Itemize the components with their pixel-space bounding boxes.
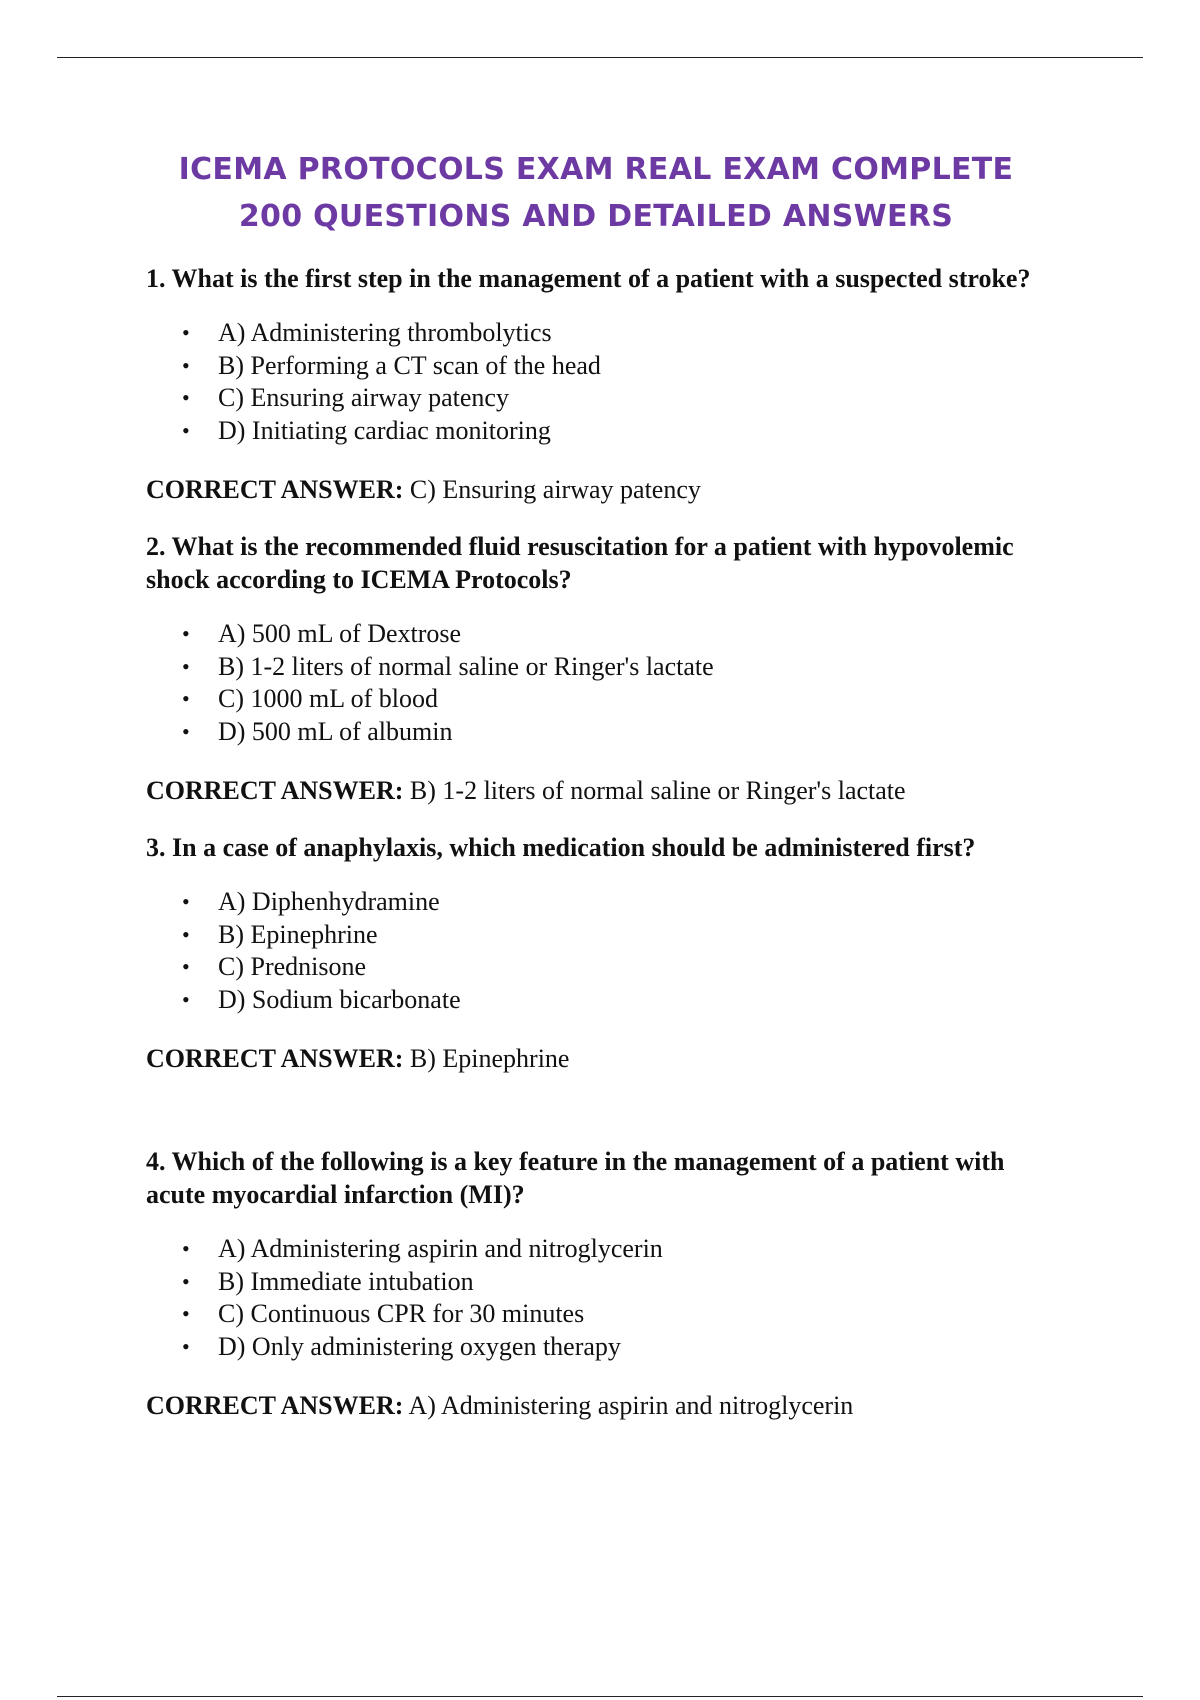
bottom-rule	[57, 1696, 1143, 1697]
option-text: B) 1-2 liters of normal saline or Ringer's lactate	[218, 651, 714, 681]
question-text: 2. What is the recommended fluid resuscitation for a patient with hypovolemic shock according to ICEMA Protocols?	[146, 532, 1014, 594]
bullet-icon: •	[182, 1268, 190, 1294]
option-item	[146, 317, 1046, 350]
option-item	[146, 651, 1046, 684]
option-item	[146, 683, 1046, 716]
answer-text: B) 1-2 liters of normal saline or Ringer's lactate	[409, 776, 906, 805]
top-rule	[57, 57, 1143, 58]
option-list	[146, 1233, 1046, 1363]
option-item	[146, 951, 1046, 984]
option-text: C) Prednisone	[218, 952, 367, 981]
answer-label: CORRECT ANSWER:	[146, 776, 404, 805]
bullet-icon: •	[182, 889, 190, 914]
answer-label: CORRECT ANSWER:	[146, 1044, 404, 1073]
question-text: 1. What is the first step in the management of a patient with a suspected stroke?	[146, 264, 1031, 293]
option-text: A) 500 mL of Dextrose	[218, 619, 462, 648]
correct-answer	[146, 1042, 1046, 1075]
bullet-icon: •	[182, 320, 190, 345]
answer-text: C) Ensuring airway patency	[409, 475, 701, 504]
option-item	[146, 1298, 1046, 1331]
correct-answer	[146, 774, 1046, 807]
option-item	[146, 1331, 1046, 1364]
bullet-icon: •	[182, 385, 190, 410]
option-text: B) Immediate intubation	[218, 1266, 474, 1296]
question-text: 3. In a case of anaphylaxis, which medication should be administered first?	[146, 833, 976, 862]
correct-answer	[146, 473, 1046, 506]
option-text: A) Administering aspirin and nitroglycerin	[218, 1234, 663, 1263]
bullet-icon: •	[182, 417, 190, 443]
option-text: C) 1000 mL of blood	[218, 684, 439, 713]
option-text: B) Performing a CT scan of the head	[218, 350, 601, 380]
bullet-icon: •	[182, 954, 190, 979]
option-item	[146, 415, 1046, 448]
option-item	[146, 886, 1046, 919]
correct-answer	[146, 1389, 1046, 1422]
option-list	[146, 317, 1046, 447]
title-line-2: 200 QUESTIONS AND DETAILED ANSWERS	[238, 199, 954, 234]
option-item	[146, 716, 1046, 749]
bullet-icon: •	[182, 718, 190, 744]
title-line-1: ICEMA PROTOCOLS EXAM REAL EXAM COMPLETE	[178, 152, 1014, 187]
option-item	[146, 618, 1046, 651]
answer-text: B) Epinephrine	[409, 1044, 570, 1073]
answer-text: A) Administering aspirin and nitroglycerin	[408, 1391, 854, 1420]
option-text: D) Only administering oxygen therapy	[218, 1331, 621, 1361]
option-text: C) Ensuring airway patency	[218, 383, 509, 412]
option-text: C) Continuous CPR for 30 minutes	[218, 1299, 585, 1328]
option-text: D) 500 mL of albumin	[218, 716, 453, 746]
bullet-icon: •	[182, 653, 190, 679]
bullet-icon: •	[182, 986, 190, 1012]
option-item	[146, 984, 1046, 1017]
bullet-icon: •	[182, 1236, 190, 1261]
option-item	[146, 919, 1046, 952]
document-title	[136, 146, 1056, 240]
option-text: B) Epinephrine	[218, 919, 378, 949]
option-text: D) Sodium bicarbonate	[218, 984, 461, 1014]
option-item	[146, 350, 1046, 383]
bullet-icon: •	[182, 1301, 190, 1326]
option-list	[146, 886, 1046, 1016]
bullet-icon: •	[182, 621, 190, 646]
question-text: 4. Which of the following is a key feature in the management of a patient with acute myocardial infarction (MI)?	[146, 1147, 1005, 1209]
question-block-3	[146, 831, 1046, 1075]
option-text: A) Diphenhydramine	[218, 887, 440, 916]
option-text: D) Initiating cardiac monitoring	[218, 415, 551, 445]
page-content	[146, 146, 1046, 1446]
question-block-2	[146, 530, 1046, 807]
option-list	[146, 618, 1046, 748]
bullet-icon: •	[182, 686, 190, 711]
answer-label: CORRECT ANSWER:	[146, 1391, 404, 1420]
bullet-icon: •	[182, 1333, 190, 1359]
option-item	[146, 382, 1046, 415]
bullet-icon: •	[182, 352, 190, 378]
answer-label: CORRECT ANSWER:	[146, 475, 404, 504]
option-text: A) Administering thrombolytics	[218, 318, 552, 347]
question-block-4	[146, 1145, 1046, 1422]
option-item	[146, 1233, 1046, 1266]
bullet-icon: •	[182, 921, 190, 947]
question-block-1	[146, 262, 1046, 506]
option-item	[146, 1266, 1046, 1299]
